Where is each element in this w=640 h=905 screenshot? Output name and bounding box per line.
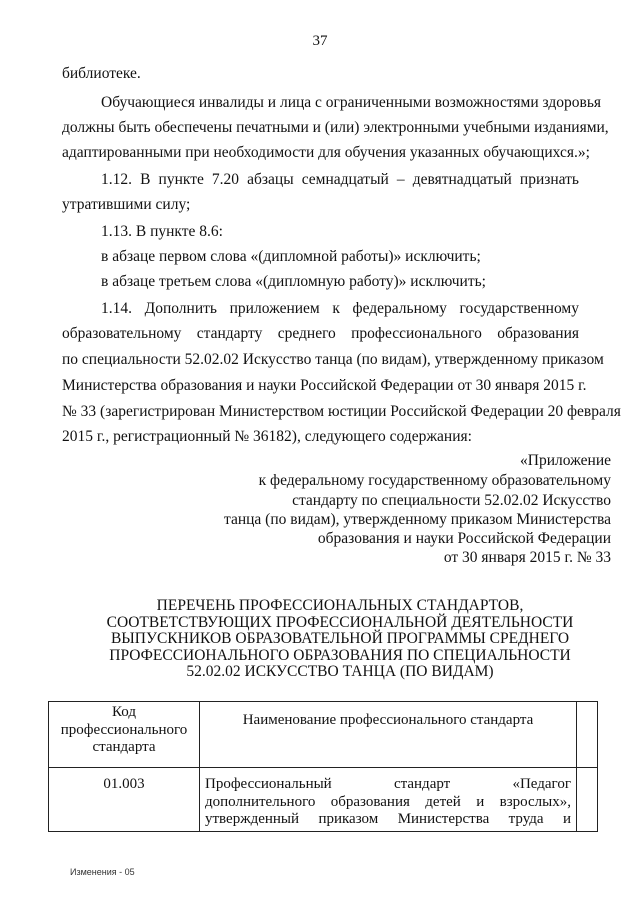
paragraph-line: 2015 г., регистрационный № 36182), следующего содержания: [62,428,472,445]
paragraph-line: по специальности 52.02.02 Искусство танца (по видам), утвержденному приказом [62,351,604,368]
appendix-header-line: стандарту по специальности 52.02.02 Искусство [292,492,611,509]
header-code-line: Код [112,704,136,720]
appendix-header-line: от 30 января 2015 г. № 33 [443,549,611,566]
header-code-line: стандарта [92,739,156,755]
paragraph-line: должны быть обеспечены печатными и (или) электронными учебными изданиями, [62,119,609,136]
paragraph-line: 1.13. В пункте 8.6: [101,223,223,240]
standard-name-line: Профессиональный стандарт «Педагог [205,776,571,792]
list-title [60,598,620,681]
paragraph-line: адаптированными при необходимости для обучения указанных обучающихся.»; [62,144,590,161]
list-title-line: ВЫПУСКНИКОВ ОБРАЗОВАТЕЛЬНОЙ ПРОГРАММЫ СРЕДНЕГО [110,630,570,647]
standard-name-line: утвержденный приказом Министерства труда и [205,811,571,827]
standard-code-cell: 01.003 [49,768,200,832]
paragraph-line: в абзаце третьем слова «(дипломную работу)» исключить; [101,273,486,290]
paragraph-line: образовательному стандарту среднего профессионального образования [62,325,579,342]
appendix-header-line: танца (по видам), утвержденному приказом Министерства [224,511,611,528]
list-title-line: ПРОФЕССИОНАЛЬНОГО ОБРАЗОВАНИЯ ПО СПЕЦИАЛЬНОСТИ [109,646,571,664]
appendix-header-line: образования и науки Российской Федерации [317,530,611,547]
paragraph-line: утратившими силу; [62,196,191,213]
paragraph-line: в абзаце первом слова «(дипломной работы)» исключить; [101,248,481,265]
standard-name-line: дополнительного образования детей и взрослых», [205,793,571,810]
empty-cell [577,702,598,768]
appendix-header-line: «Приложение [520,452,611,469]
list-title-line: СООТВЕТСТВУЮЩИХ ПРОФЕССИОНАЛЬНОЙ ДЕЯТЕЛЬНОСТИ [106,613,574,631]
header-name-cell: Наименование профессионального стандарта [200,702,577,768]
table-header-row [49,702,598,768]
paragraph-line: 1.14. Дополнить приложением к федеральному государственному [101,300,579,317]
professional-standards-table [48,701,598,832]
table-row [49,768,598,832]
footer-note: Изменения - 05 [70,867,135,877]
paragraph-line: библиотеке. [62,65,141,82]
page-number: 37 [312,33,328,49]
header-code-line: профессионального [60,721,188,738]
paragraph-line: Обучающиеся инвалиды и лица с ограниченными возможностями здоровья [101,94,602,111]
empty-cell [577,768,598,832]
paragraph-line: № 33 (зарегистрирован Министерством юстиции Российской Федерации 20 февраля [62,403,621,420]
standard-name-cell [200,768,577,832]
header-code-cell [49,702,200,768]
appendix-header-line: к федеральному государственному образовательному [258,472,611,489]
list-title-line: ПЕРЕЧЕНЬ ПРОФЕССИОНАЛЬНЫХ СТАНДАРТОВ, [156,597,524,614]
list-title-line: 52.02.02 ИСКУССТВО ТАНЦА (ПО ВИДАМ) [186,663,494,680]
paragraph-line: 1.12. В пункте 7.20 абзацы семнадцатый – девятнадцатый признать [101,171,579,188]
paragraph-line: Министерства образования и науки Российской Федерации от 30 января 2015 г. [62,377,587,394]
